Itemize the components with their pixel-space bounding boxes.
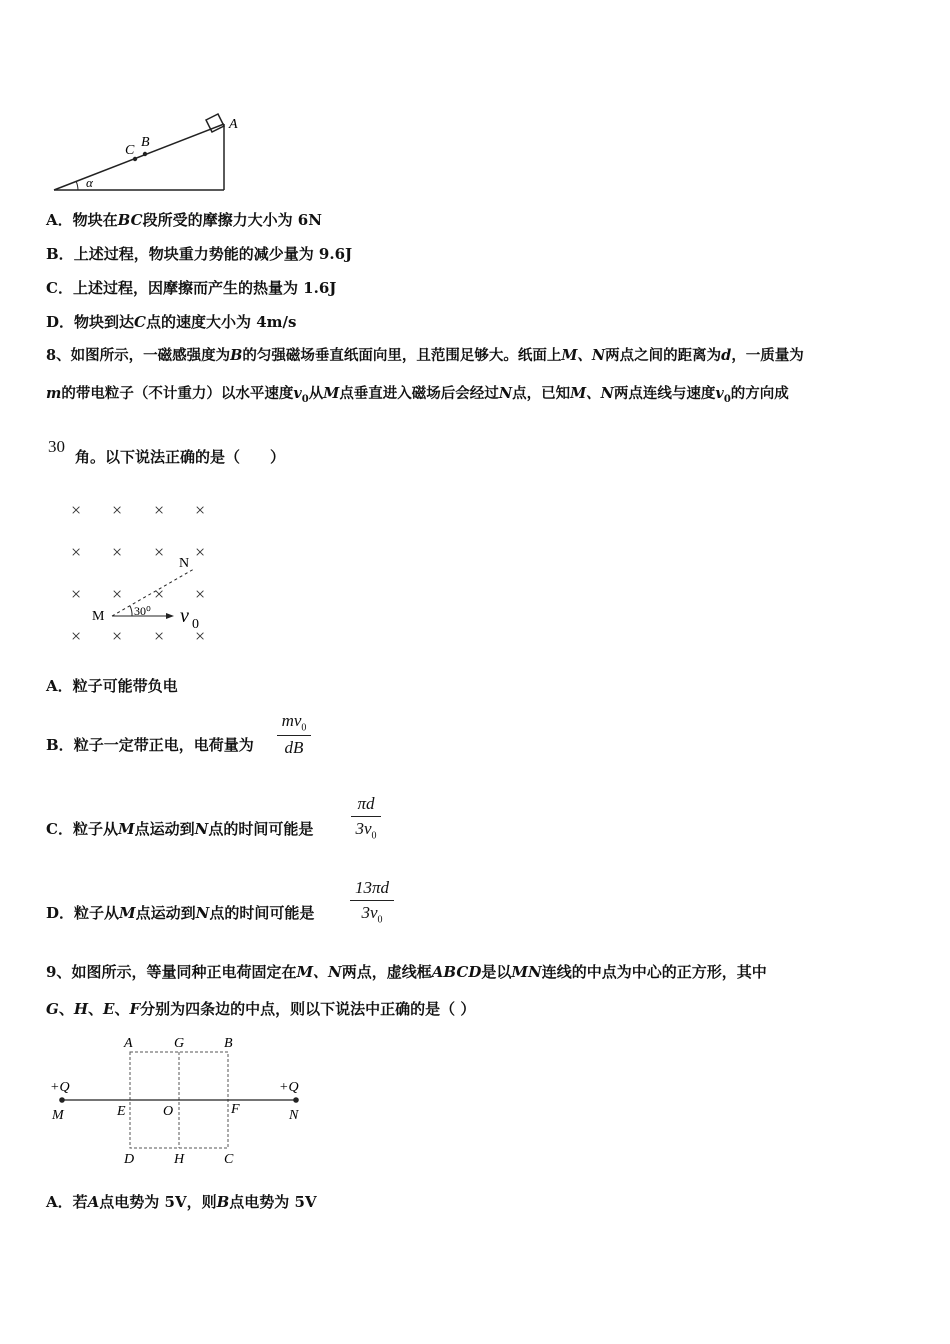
- label-v-subscript: 0: [192, 617, 199, 632]
- label-b: B: [224, 1036, 233, 1051]
- q7-option-c: C．上述过程，因摩擦而产生的热量为 1.6J: [46, 279, 337, 297]
- label-c: C: [224, 1152, 234, 1167]
- label-d: D: [124, 1152, 135, 1167]
- q9-stem-line-1: 9、如图所示，等量同种正电荷固定在M、N两点，虚线框ABCD是以MN连线的中点为中心的正方形，其中: [46, 963, 767, 981]
- field-cross: ×: [71, 500, 82, 520]
- field-cross: ×: [112, 500, 123, 520]
- q8-angle-value: 30: [48, 437, 65, 456]
- charge-m: [59, 1097, 65, 1103]
- q8-stem-line-2: m的带电粒子（不计重力）以水平速度$v_0$从M点垂直进入磁场后会经过N点，已知M、N两点连线与速度$v_0$的方向成: [46, 385, 789, 405]
- label-plus-q-left: +Q: [50, 1080, 70, 1095]
- label-v: v: [180, 605, 189, 627]
- label-a: A: [124, 1036, 133, 1051]
- label-alpha: α: [86, 175, 93, 190]
- label-g: G: [174, 1036, 185, 1051]
- q9-stem-line-2: G、H、E、F分别为四条边的中点，则以下说法中正确的是（ ）: [46, 1000, 476, 1018]
- field-cross: ×: [195, 500, 206, 520]
- label-a: A: [229, 117, 238, 132]
- point-b: [143, 152, 147, 156]
- q8-option-d: D．粒子从M点运动到N点的时间可能是: [46, 904, 315, 922]
- field-cross: ×: [71, 584, 82, 604]
- q9-option-a: A．若A点电势为 5V，则B点电势为 5V: [46, 1193, 317, 1211]
- label-h: H: [174, 1152, 185, 1167]
- field-cross: ×: [112, 584, 123, 604]
- q8-option-c: C．粒子从M点运动到N点的时间可能是: [46, 820, 314, 838]
- field-cross: ×: [112, 542, 123, 562]
- magnetic-field-figure: [62, 494, 222, 652]
- q7-option-a: A．物块在BC段所受的摩擦力大小为 6N: [46, 211, 322, 229]
- field-cross: ×: [154, 626, 165, 646]
- q8-stem-line-3: 角。以下说法正确的是（ ）: [75, 448, 286, 466]
- q8-option-b: B．粒子一定带正电，电荷量为: [46, 736, 254, 754]
- field-cross: ×: [154, 500, 165, 520]
- field-cross: ×: [154, 542, 165, 562]
- q8-option-b-fraction: $\frac{mv_0}{dB}$: [277, 711, 311, 758]
- incline-figure: [48, 108, 248, 194]
- label-f: F: [231, 1102, 240, 1117]
- q8-stem-line-1: 8、如图所示，一磁感强度为B的匀强磁场垂直纸面向里，且范围足够大。纸面上M、N两点之间的距离为d，一质量为: [46, 347, 804, 364]
- q7-option-d: D．物块到达C点的速度大小为 4m/s: [46, 313, 297, 331]
- label-angle: 30⁰: [134, 604, 151, 618]
- velocity-arrowhead: [166, 613, 174, 619]
- incline-slope: [54, 124, 224, 190]
- label-n: N: [179, 556, 190, 571]
- charges-square-figure: [44, 1032, 314, 1168]
- field-cross: ×: [154, 584, 165, 604]
- angle-arc: [130, 606, 132, 616]
- field-cross: ×: [195, 584, 206, 604]
- charge-n: [293, 1097, 299, 1103]
- q8-option-a: A．粒子可能带负电: [46, 677, 178, 695]
- label-plus-q-right: +Q: [279, 1080, 299, 1095]
- label-o: O: [163, 1104, 174, 1119]
- label-c: C: [125, 143, 135, 158]
- label-n: N: [289, 1108, 299, 1123]
- field-cross: ×: [112, 626, 123, 646]
- q8-option-d-fraction: $\frac{13\pi d}{3v_0}$: [350, 878, 394, 925]
- label-b: B: [141, 135, 150, 150]
- q8-option-c-fraction: $\frac{\pi d}{3v_0}$: [351, 794, 381, 841]
- label-m: M: [92, 609, 105, 624]
- label-m: M: [52, 1108, 64, 1123]
- field-cross: ×: [195, 626, 206, 646]
- field-cross: ×: [71, 542, 82, 562]
- field-cross: ×: [195, 542, 206, 562]
- q7-option-b: B．上述过程，物块重力势能的减少量为 9.6J: [46, 245, 353, 263]
- angle-arc: [76, 181, 78, 190]
- label-e: E: [117, 1104, 126, 1119]
- field-cross: ×: [71, 626, 82, 646]
